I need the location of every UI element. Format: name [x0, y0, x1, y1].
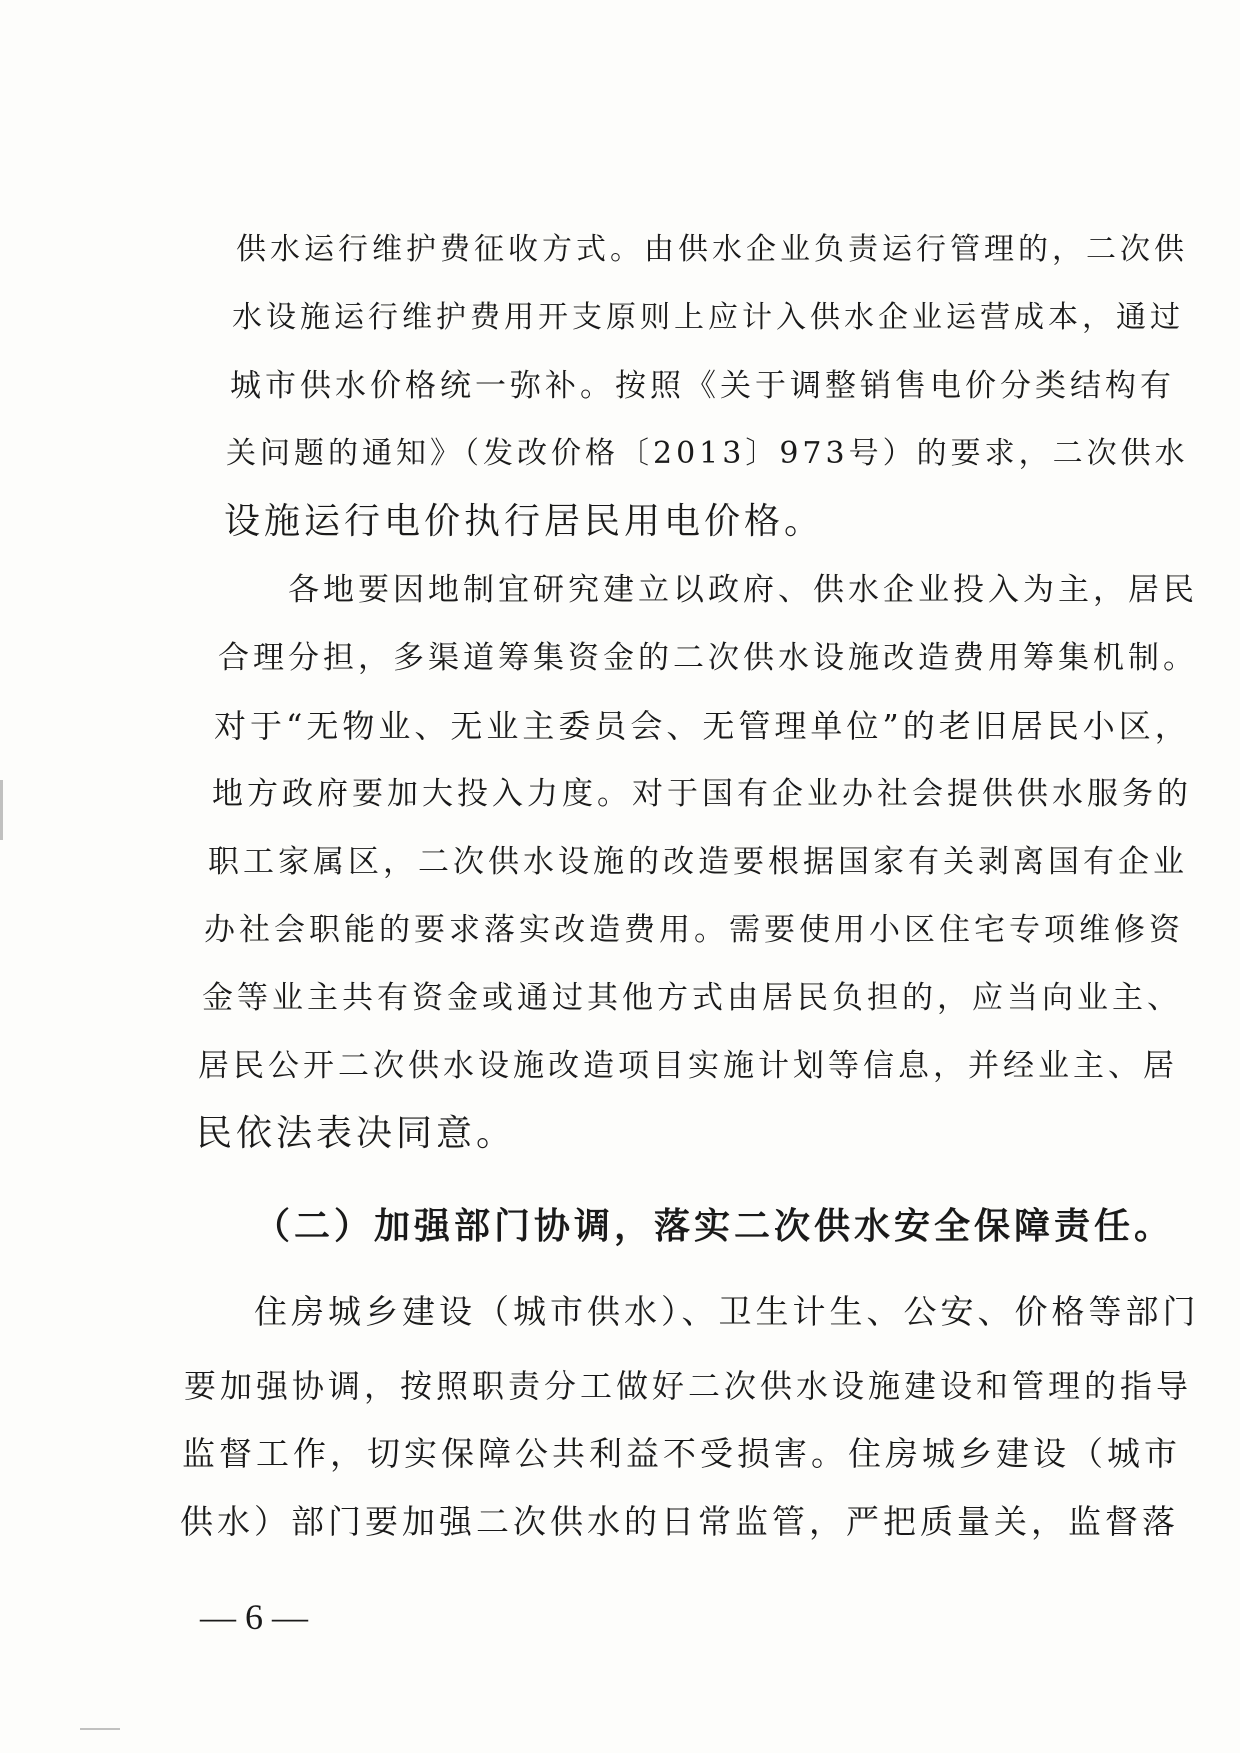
body-line: 监督工作，切实保障公共利益不受损害。住房城乡建设（城市 [182, 1434, 1181, 1473]
body-line: 职工家属区，二次供水设施的改造要根据国家有关剥离国有企业 [208, 844, 1188, 880]
body-line: 要加强协调，按照职责分工做好二次供水设施建设和管理的指导 [184, 1367, 1193, 1405]
body-line: 供水）部门要加强二次供水的日常监管，严把质量关，监督落 [180, 1502, 1179, 1541]
scan-edge-mark [80, 1728, 120, 1730]
body-line: 对于“无物业、无业主委员会、无管理单位”的老旧居民小区， [214, 707, 1191, 745]
body-line: 办社会职能的要求落实改造费用。需要使用小区住宅专项维修资 [204, 912, 1184, 948]
body-line: 水设施运行维护费用开支原则上应计入供水企业运营成本，通过 [232, 300, 1184, 335]
body-line: 关问题的通知》（发改价格〔2013〕973号）的要求，二次供水 [226, 436, 1189, 471]
body-line: 地方政府要加大投入力度。对于国有企业办社会提供供水服务的 [212, 776, 1192, 812]
body-line: 供水运行维护费征收方式。由供水企业负责运行管理的，二次供 [236, 232, 1188, 267]
body-line: 合理分担，多渠道筹集资金的二次供水设施改造费用筹集机制。 [218, 640, 1198, 676]
section-heading: （二）加强部门协调，落实二次供水安全保障责任。 [254, 1205, 1175, 1247]
body-line: 民依法表决同意。 [196, 1113, 517, 1154]
body-line: 居民公开二次供水设施改造项目实施计划等信息，并经业主、居 [198, 1048, 1178, 1084]
scan-edge-mark [0, 780, 3, 840]
body-line: 城市供水价格统一弥补。按照《关于调整销售电价分类结构有 [230, 368, 1175, 404]
body-line: 设施运行电价执行居民用电价格。 [224, 501, 825, 542]
body-line: 住房城乡建设（城市供水）、卫生计生、公安、价格等部门 [254, 1292, 1200, 1331]
body-line: 各地要因地制宜研究建立以政府、供水企业投入为主，居民 [288, 572, 1198, 608]
body-line: 金等业主共有资金或通过其他方式由居民负担的，应当向业主、 [202, 980, 1182, 1016]
page-number: — 6 — [200, 1597, 308, 1637]
